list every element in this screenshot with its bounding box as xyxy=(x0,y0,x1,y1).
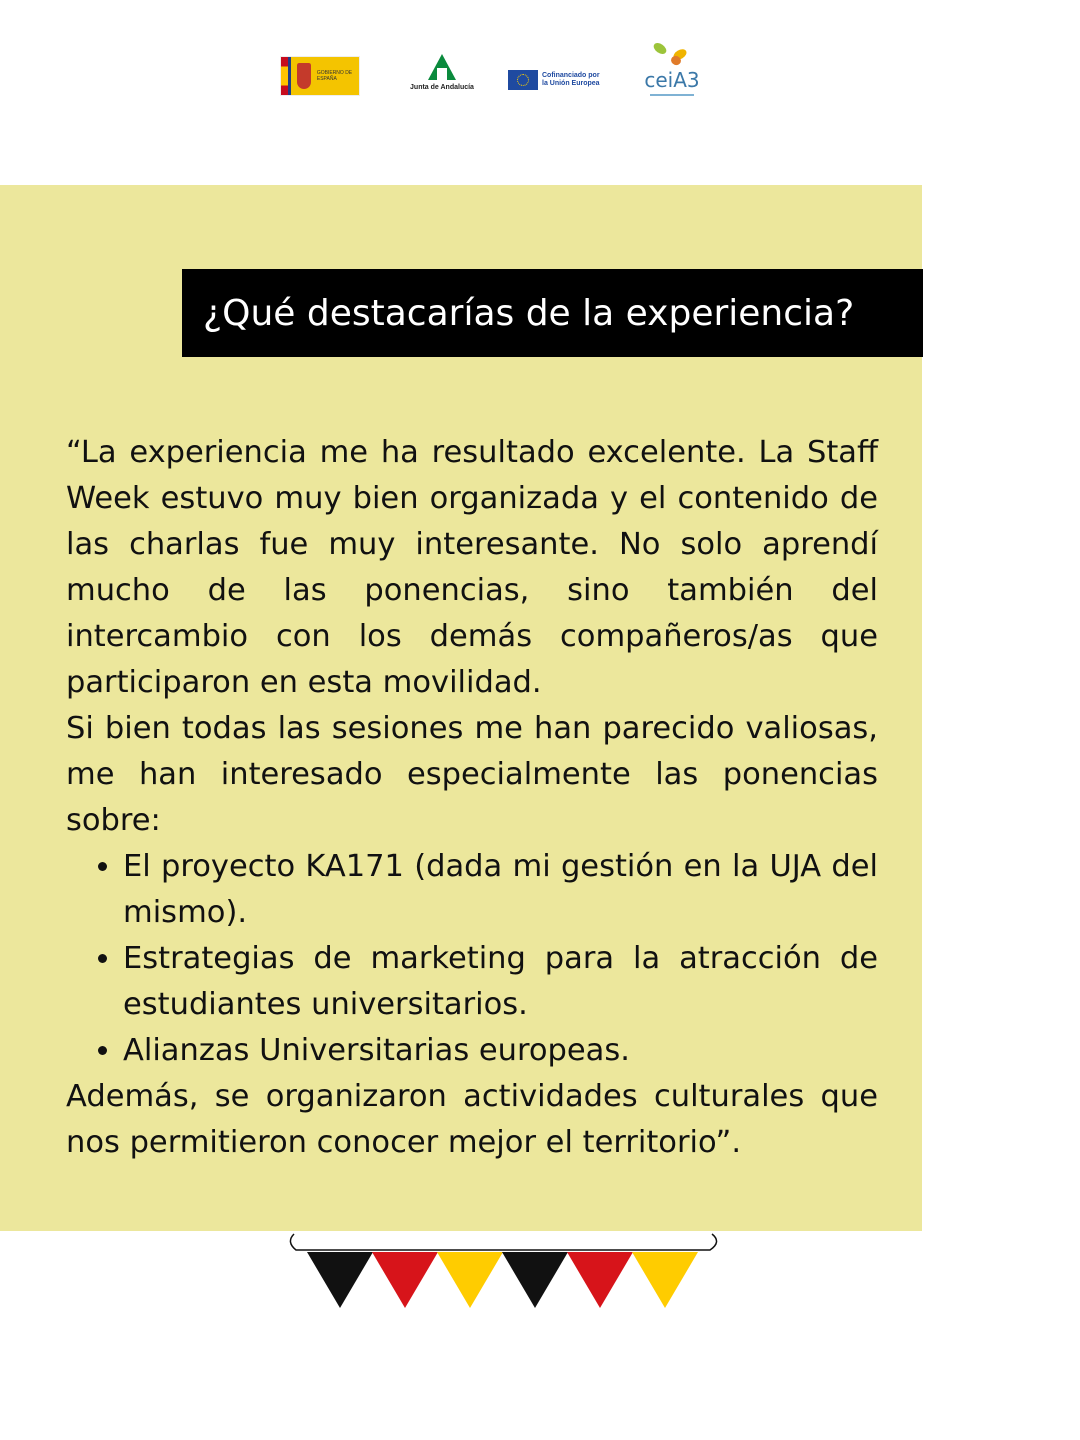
ceia3-logo xyxy=(635,38,709,113)
pennant-red xyxy=(372,1252,438,1308)
eu-logo-text-line1: Cofinanciado por xyxy=(542,72,600,79)
eu-flag-icon xyxy=(508,70,538,90)
german-flag-bunting xyxy=(280,1228,730,1318)
section-heading: ¿Qué destacarías de la experiencia? xyxy=(182,269,923,357)
topics-list xyxy=(66,844,878,1074)
gobierno-espana-logo xyxy=(280,56,360,96)
eu-cofunded-logo xyxy=(508,68,606,92)
pennant-red xyxy=(567,1252,633,1308)
list-item: • Alianzas Universitarias europeas. xyxy=(123,1028,878,1074)
eu-logo-text-line2: la Unión Europea xyxy=(542,80,600,87)
list-item: • El proyecto KA171 (dada mi gestión en la UJA del mismo). xyxy=(123,844,878,936)
ceia3-logo-text: ceiA3 xyxy=(644,68,700,92)
ceia3-leaves-icon xyxy=(635,38,709,68)
paragraph-1: “La experiencia me ha resultado excelente. La Staff Week estuvo muy bien organizada y el contenido de las charlas fue muy interesante. No solo aprendí mucho de las ponencias, sino también del intercambio con los demás compañeros/as que participaron en esta movilidad. xyxy=(66,435,878,700)
spain-logo-text: GOBIERNO DE ESPAÑA xyxy=(316,70,353,82)
spain-shield-icon xyxy=(297,63,310,89)
pennant-black xyxy=(307,1252,373,1308)
paragraph-2: Si bien todas las sesiones me han parecido valiosas, me han interesado especialmente las ponencias sobre: xyxy=(66,711,878,838)
list-item: • Estrategias de marketing para la atracción de estudiantes universitarios. xyxy=(123,936,878,1028)
spain-flag-icon xyxy=(281,57,291,95)
paragraph-3: Además, se organizaron actividades culturales que nos permitieron conocer mejor el territorio”. xyxy=(66,1079,878,1160)
bunting-string xyxy=(290,1234,716,1250)
pennant-yellow xyxy=(437,1252,503,1308)
testimonial-text xyxy=(66,430,878,1166)
pennant-yellow xyxy=(632,1252,698,1308)
logo-bar xyxy=(270,38,720,113)
andalucia-logo-text: Junta de Andalucía xyxy=(410,84,474,91)
pennant-black xyxy=(502,1252,568,1308)
andalucia-a-icon xyxy=(428,54,456,80)
junta-andalucia-logo xyxy=(402,50,482,100)
